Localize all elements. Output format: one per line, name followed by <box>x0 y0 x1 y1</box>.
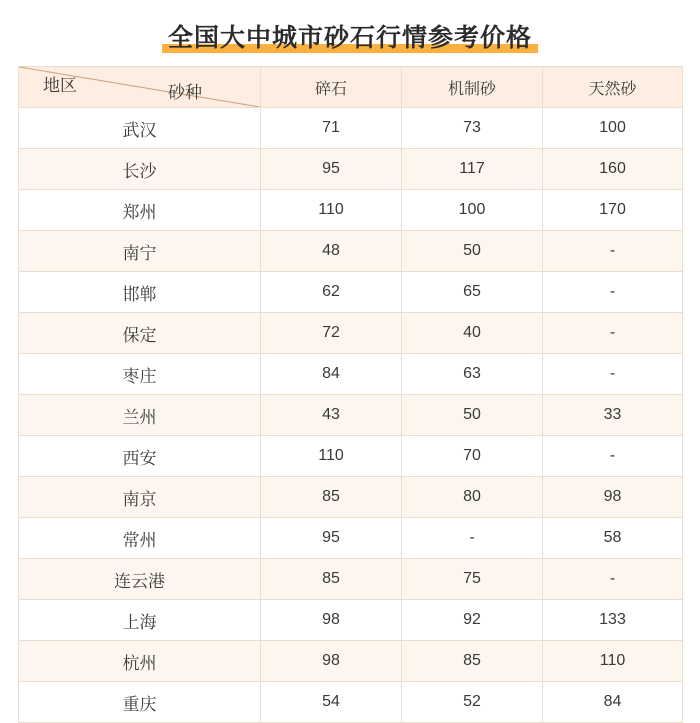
value-cell-manufactured-sand: 70 <box>402 436 543 477</box>
value-cell-crushed-stone: 85 <box>261 477 402 518</box>
table-row <box>19 600 683 641</box>
region-cell: 南京 <box>19 477 261 518</box>
value-cell-manufactured-sand: 85 <box>402 641 543 682</box>
value-cell-manufactured-sand: 73 <box>402 108 543 149</box>
value-cell-crushed-stone: 43 <box>261 395 402 436</box>
value-cell-manufactured-sand: 75 <box>402 559 543 600</box>
table-row <box>19 477 683 518</box>
value-cell-crushed-stone: 98 <box>261 600 402 641</box>
value-cell-natural-sand: 98 <box>543 477 683 518</box>
value-cell-manufactured-sand: 65 <box>402 272 543 313</box>
value-cell-manufactured-sand: 52 <box>402 682 543 723</box>
value-cell-crushed-stone: 95 <box>261 518 402 559</box>
column-header-0: 碎石 <box>261 67 402 108</box>
table-row <box>19 190 683 231</box>
table-row <box>19 518 683 559</box>
value-cell-crushed-stone: 48 <box>261 231 402 272</box>
value-cell-natural-sand: 110 <box>543 641 683 682</box>
corner-col-label: 砂种 <box>168 83 202 102</box>
value-cell-natural-sand: 133 <box>543 600 683 641</box>
table-row <box>19 354 683 395</box>
table-row <box>19 436 683 477</box>
column-header-2: 天然砂 <box>543 67 683 108</box>
value-cell-crushed-stone: 62 <box>261 272 402 313</box>
table-row <box>19 313 683 354</box>
region-cell: 保定 <box>19 313 261 354</box>
page-title-text: 全国大中城市砂石行情参考价格 <box>167 24 532 52</box>
value-cell-natural-sand: 170 <box>543 190 683 231</box>
page-title <box>162 18 538 54</box>
value-cell-natural-sand: - <box>543 436 683 477</box>
value-cell-crushed-stone: 95 <box>261 149 402 190</box>
table-row <box>19 231 683 272</box>
value-cell-natural-sand: - <box>543 313 683 354</box>
value-cell-manufactured-sand: 92 <box>402 600 543 641</box>
region-cell: 上海 <box>19 600 261 641</box>
column-header-1: 机制砂 <box>402 67 543 108</box>
region-cell: 枣庄 <box>19 354 261 395</box>
table-body <box>19 108 683 723</box>
value-cell-manufactured-sand: 117 <box>402 149 543 190</box>
value-cell-crushed-stone: 110 <box>261 436 402 477</box>
region-cell: 西安 <box>19 436 261 477</box>
corner-header-cell <box>19 67 261 108</box>
value-cell-crushed-stone: 110 <box>261 190 402 231</box>
value-cell-manufactured-sand: 40 <box>402 313 543 354</box>
region-cell: 重庆 <box>19 682 261 723</box>
region-cell: 南宁 <box>19 231 261 272</box>
value-cell-crushed-stone: 85 <box>261 559 402 600</box>
table-row <box>19 149 683 190</box>
value-cell-crushed-stone: 72 <box>261 313 402 354</box>
value-cell-natural-sand: - <box>543 231 683 272</box>
table-row <box>19 682 683 723</box>
table-row <box>19 559 683 600</box>
value-cell-manufactured-sand: 80 <box>402 477 543 518</box>
value-cell-crushed-stone: 54 <box>261 682 402 723</box>
region-cell: 连云港 <box>19 559 261 600</box>
value-cell-manufactured-sand: 50 <box>402 231 543 272</box>
price-table <box>18 66 683 723</box>
value-cell-natural-sand: - <box>543 354 683 395</box>
table-header <box>19 67 683 108</box>
value-cell-natural-sand: - <box>543 559 683 600</box>
title-container <box>0 0 700 66</box>
region-cell: 武汉 <box>19 108 261 149</box>
value-cell-crushed-stone: 71 <box>261 108 402 149</box>
region-cell: 常州 <box>19 518 261 559</box>
region-cell: 邯郸 <box>19 272 261 313</box>
table-row <box>19 395 683 436</box>
corner-row-label: 地区 <box>43 76 77 95</box>
region-cell: 兰州 <box>19 395 261 436</box>
value-cell-crushed-stone: 84 <box>261 354 402 395</box>
value-cell-natural-sand: 84 <box>543 682 683 723</box>
value-cell-natural-sand: - <box>543 272 683 313</box>
region-cell: 长沙 <box>19 149 261 190</box>
value-cell-natural-sand: 100 <box>543 108 683 149</box>
value-cell-manufactured-sand: 50 <box>402 395 543 436</box>
value-cell-natural-sand: 160 <box>543 149 683 190</box>
table-row <box>19 641 683 682</box>
header-row <box>19 67 683 108</box>
table-row <box>19 108 683 149</box>
table-row <box>19 272 683 313</box>
region-cell: 杭州 <box>19 641 261 682</box>
value-cell-crushed-stone: 98 <box>261 641 402 682</box>
value-cell-natural-sand: 58 <box>543 518 683 559</box>
value-cell-manufactured-sand: 100 <box>402 190 543 231</box>
region-cell: 郑州 <box>19 190 261 231</box>
value-cell-natural-sand: 33 <box>543 395 683 436</box>
value-cell-manufactured-sand: 63 <box>402 354 543 395</box>
table-container <box>0 66 700 723</box>
value-cell-manufactured-sand: - <box>402 518 543 559</box>
